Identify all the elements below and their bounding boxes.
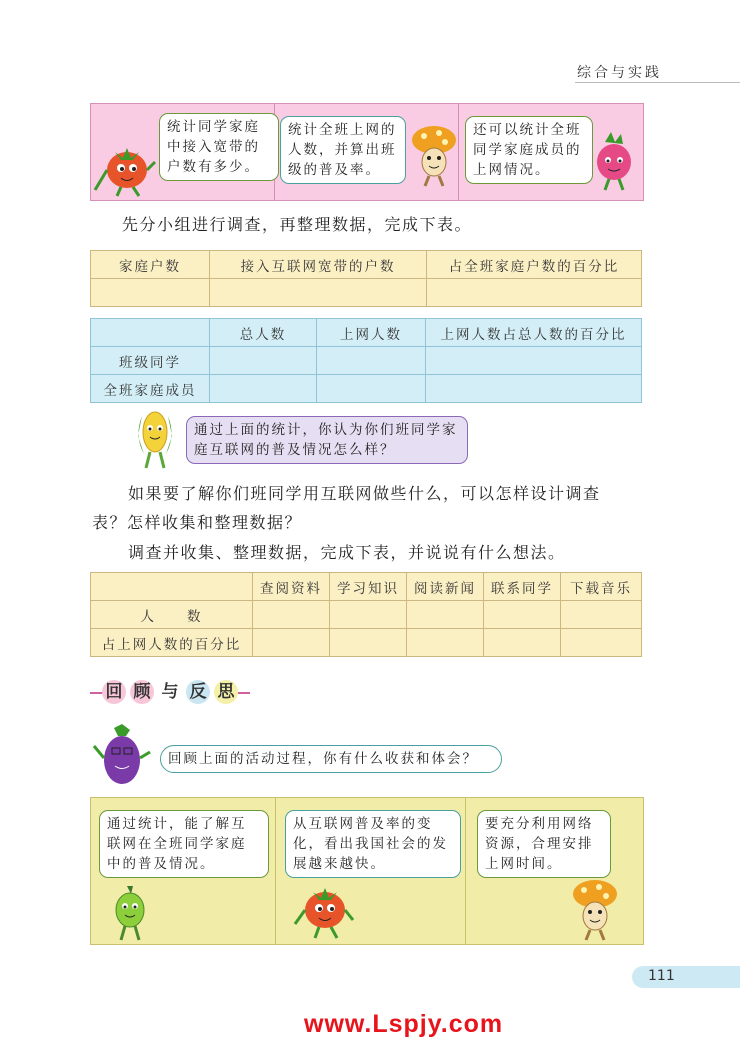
watermark: www.Lspjy.com	[304, 1010, 504, 1038]
table-cell	[407, 601, 484, 629]
household-table	[90, 250, 642, 307]
title-dash-right	[238, 692, 250, 694]
table-header: 上网人数	[317, 319, 426, 347]
panel-divider	[465, 798, 466, 944]
review-prompt-bubble: 回顾上面的活动过程，你有什么收获和体会？	[160, 745, 502, 773]
panel-divider	[275, 798, 276, 944]
table-cell	[317, 375, 426, 403]
table-header: 接入互联网宽带的户数	[210, 251, 427, 279]
tomato-character-icon	[93, 140, 159, 198]
speech-bubble: 要充分利用网络资源，合理安排上网时间。	[477, 810, 611, 878]
tomato-character-icon	[291, 880, 357, 940]
table-header: 下载音乐	[561, 573, 642, 601]
row-label: 全班家庭成员	[91, 375, 210, 403]
row-label: 人 数	[91, 601, 253, 629]
pepper-character-icon	[107, 884, 153, 942]
mushroom-character-icon	[569, 878, 621, 942]
class-internet-table	[90, 318, 642, 403]
review-title-char: 回	[102, 680, 126, 704]
table-header: 占全班家庭户数的百分比	[427, 251, 642, 279]
page-number: 111	[648, 968, 675, 984]
instruction-text: 调查并收集、整理数据，完成下表，并说说有什么想法。	[128, 543, 566, 562]
review-title-char: 思	[214, 680, 238, 704]
corn-character-icon	[128, 406, 182, 472]
table-cell	[210, 279, 427, 307]
row-label: 班级同学	[91, 347, 210, 375]
table-cell	[484, 601, 561, 629]
table-cell	[210, 347, 317, 375]
header-rule	[575, 82, 740, 83]
table-header: 上网人数占总人数的百分比	[426, 319, 642, 347]
table-header: 总人数	[210, 319, 317, 347]
speech-bubble: 从互联网普及率的变化，看出我国社会的发展越来越快。	[285, 810, 461, 878]
table-cell	[317, 347, 426, 375]
table-cell	[91, 279, 210, 307]
table-header: 查阅资料	[253, 573, 330, 601]
speech-bubble: 统计同学家庭中接入宽带的户数有多少。	[159, 113, 279, 181]
table-header: 学习知识	[330, 573, 407, 601]
table-cell	[210, 375, 317, 403]
table-header: 联系同学	[484, 573, 561, 601]
row-label: 占上网人数的百分比	[91, 629, 253, 657]
table-cell	[330, 601, 407, 629]
speech-bubble: 统计全班上网的人数，并算出班级的普及率。	[280, 116, 406, 184]
speech-bubble: 还可以统计全班同学家庭成员的上网情况。	[465, 116, 593, 184]
bottom-illustration-panel	[90, 797, 644, 945]
speech-bubble: 通过统计，能了解互联网在全班同学家庭中的普及情况。	[99, 810, 269, 878]
review-title-char: 与	[158, 680, 182, 704]
table-cell	[561, 629, 642, 657]
table-cell	[253, 629, 330, 657]
table-cell	[427, 279, 642, 307]
table-cell	[330, 629, 407, 657]
internet-usage-table	[90, 572, 642, 657]
instruction-text: 先分小组进行调查，再整理数据，完成下表。	[122, 215, 473, 234]
section-title: 综合与实践	[577, 65, 662, 81]
table-cell	[426, 375, 642, 403]
review-title-char: 顾	[130, 680, 154, 704]
table-cell	[426, 347, 642, 375]
table-cell	[407, 629, 484, 657]
table-header	[91, 573, 253, 601]
table-cell	[484, 629, 561, 657]
eggplant-character-icon	[92, 722, 154, 790]
question-text-line2: 表？怎样收集和整理数据？	[92, 513, 303, 532]
review-title-char: 反	[186, 680, 210, 704]
table-header: 阅读新闻	[407, 573, 484, 601]
radish-character-icon	[589, 132, 639, 194]
question-text-line1: 如果要了解你们班同学用互联网做些什么，可以怎样设计调查	[128, 484, 601, 503]
question-bubble: 通过上面的统计，你认为你们班同学家庭互联网的普及情况怎么样？	[186, 416, 468, 464]
mushroom-character-icon	[409, 124, 459, 190]
table-header	[91, 319, 210, 347]
top-illustration-panel	[90, 103, 644, 201]
table-header: 家庭户数	[91, 251, 210, 279]
table-cell	[253, 601, 330, 629]
table-cell	[561, 601, 642, 629]
